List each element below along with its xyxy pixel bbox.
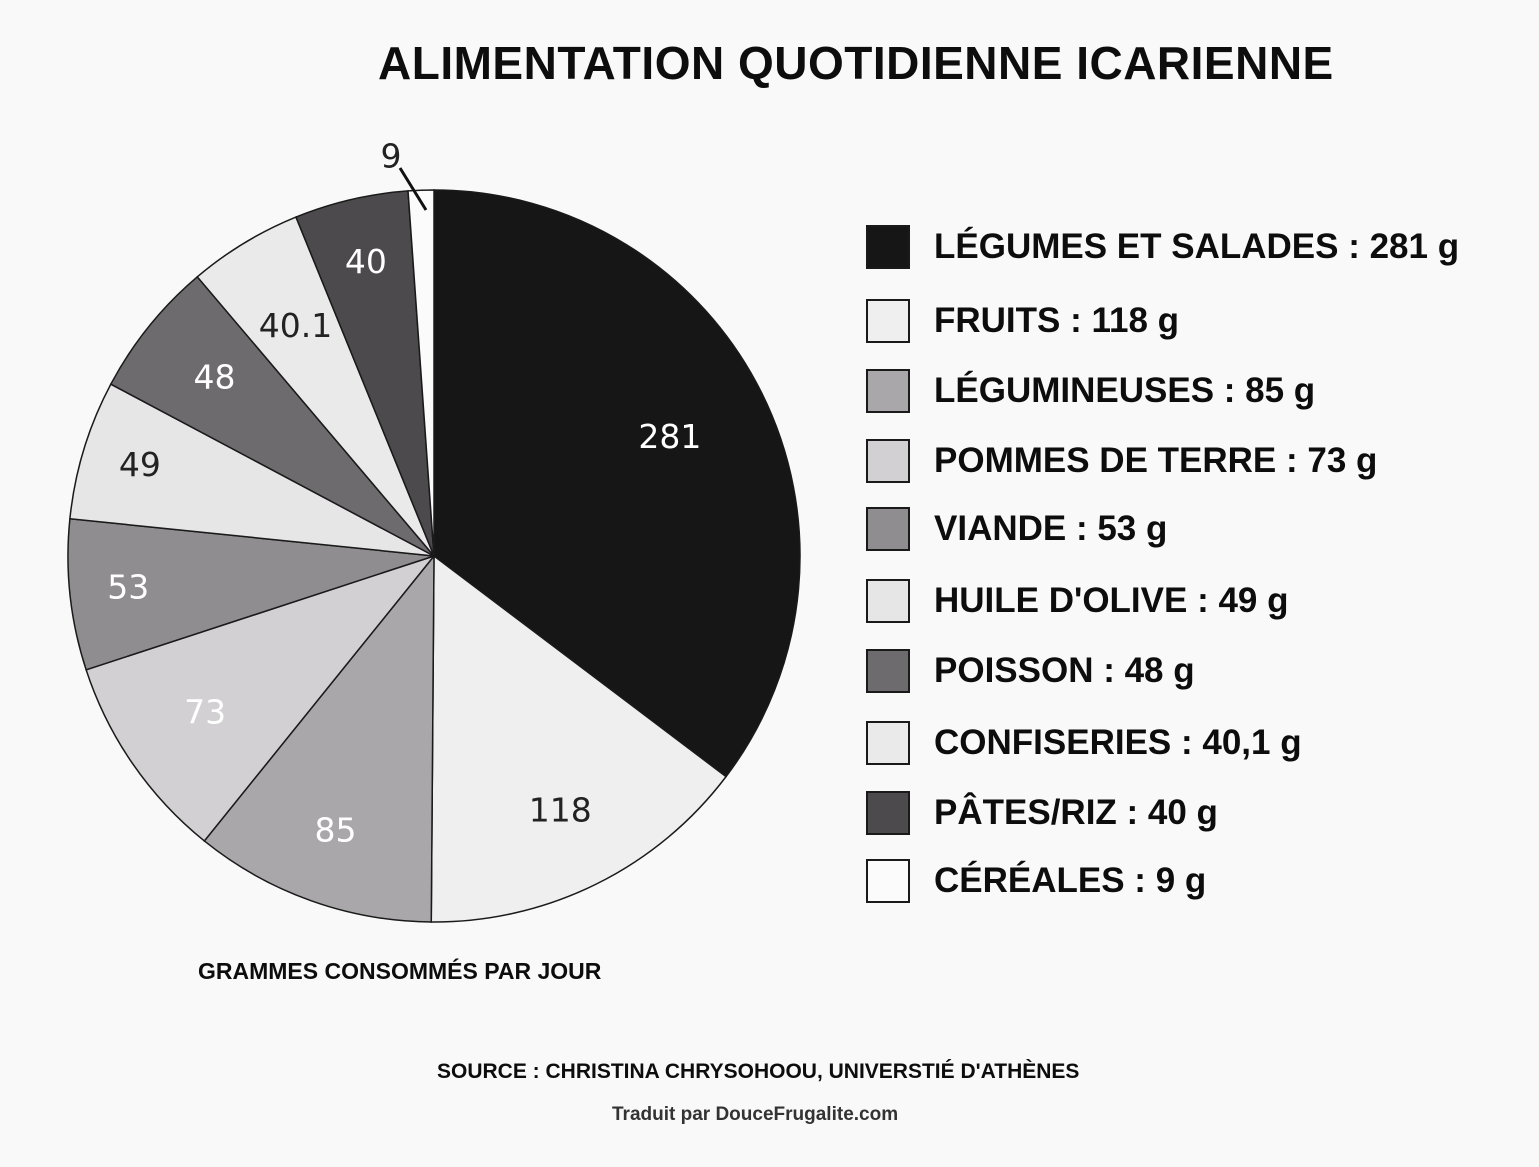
slice-label: 118: [528, 790, 592, 830]
legend-label: FRUITS : 118 g: [934, 301, 1180, 340]
slice-label: 53: [107, 567, 150, 607]
legend-label: HUILE D'OLIVE : 49 g: [934, 581, 1289, 620]
legend-swatch: [866, 439, 910, 483]
slice-label: 49: [118, 445, 161, 484]
translation-credit: Traduit par DouceFrugalite.com: [612, 1104, 899, 1125]
slice-label: 40: [344, 242, 387, 282]
legend-label: POMMES DE TERRE : 73 g: [934, 441, 1378, 480]
legend-swatch: [866, 369, 910, 413]
legend-item: [866, 222, 1459, 272]
legend-item: [866, 856, 1206, 906]
legend-swatch: [866, 791, 910, 835]
chart-title: ALIMENTATION QUOTIDIENNE ICARIENNE: [378, 37, 1334, 89]
legend-label: LÉGUMES ET SALADES : 281 g: [934, 227, 1460, 266]
legend-swatch: [866, 859, 910, 903]
legend-item: [866, 366, 1315, 416]
legend-item: [866, 504, 1167, 554]
slice-label: 48: [193, 357, 236, 397]
legend-swatch: [866, 579, 910, 623]
legend-swatch: [866, 507, 910, 551]
legend-label: CONFISERIES : 40,1 g: [934, 723, 1302, 762]
source-note: SOURCE : CHRISTINA CHRYSOHOOU, UNIVERSTIÉ D'ATHÈNES: [437, 1060, 1080, 1083]
legend-item: [866, 436, 1377, 486]
legend-item: [866, 788, 1218, 838]
slice-label: 73: [184, 692, 227, 732]
legend-item: [866, 576, 1288, 626]
legend-item: [866, 718, 1302, 768]
legend-swatch: [866, 225, 910, 269]
legend-label: LÉGUMINEUSES : 85 g: [934, 371, 1316, 410]
slice-label: 40.1: [258, 306, 333, 345]
legend-item: [866, 646, 1195, 696]
legend-swatch: [866, 299, 910, 343]
legend-label: PÂTES/RIZ : 40 g: [934, 793, 1218, 832]
legend-label: POISSON : 48 g: [934, 651, 1195, 690]
legend-swatch: [866, 721, 910, 765]
legend-label: CÉRÉALES : 9 g: [934, 861, 1207, 900]
legend-swatch: [866, 649, 910, 693]
chart-subcaption: GRAMMES CONSOMMÉS PAR JOUR: [198, 958, 602, 984]
legend-label: VIANDE : 53 g: [934, 509, 1168, 548]
slice-label: 85: [314, 810, 357, 850]
slice-label: 9: [380, 136, 402, 176]
legend-item: [866, 296, 1179, 346]
slice-label: 281: [638, 417, 702, 457]
